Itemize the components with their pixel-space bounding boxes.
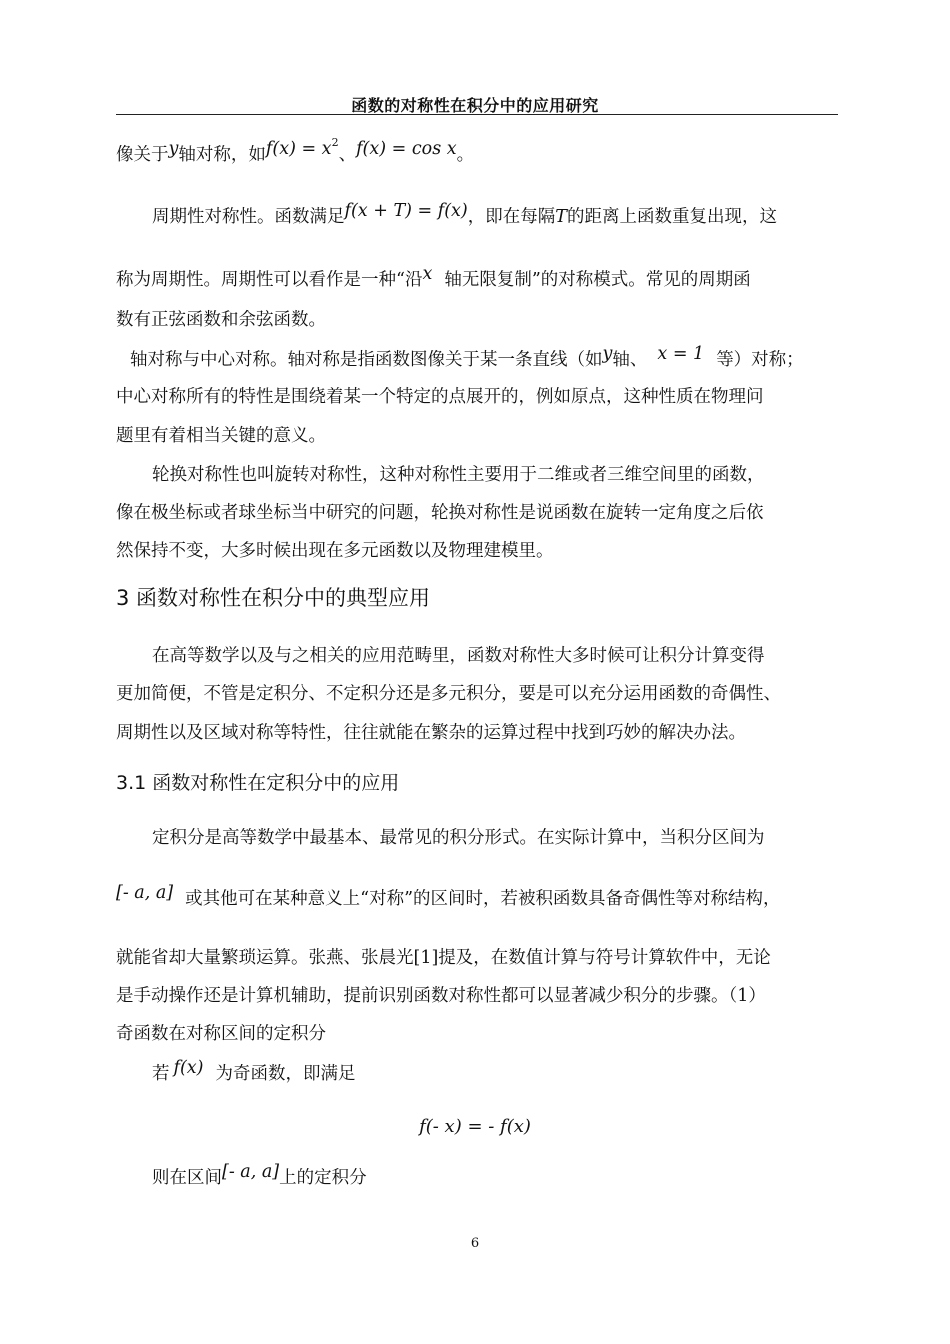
text-line: 是手动操作还是计算机辅助，提前识别函数对称性都可以显著减少积分的步骤。（1）	[116, 986, 766, 1006]
text-line: 周期性以及区域对称等特性，往往就能在繁杂的运算过程中找到巧妙的解决办法。	[116, 723, 746, 743]
text-line: 更加简便，不管是定积分、不定积分还是多元积分，要是可以充分运用函数的奇偶性、	[116, 684, 781, 704]
display-equation	[0, 1116, 950, 1137]
text-run: 或其他可在某种意义上“对称”的区间时，若被积函数具备奇偶性等对称结构，	[185, 889, 781, 909]
page-header-title: 函数的对称性在积分中的应用研究	[351, 96, 599, 115]
section-heading: 3 函数对称性在积分中的典型应用	[116, 586, 431, 610]
text-line: 题里有着相当关键的意义。	[116, 426, 326, 446]
text-line: 定积分是高等数学中最基本、最常见的积分形式。在实际计算中，当积分区间为	[152, 828, 765, 848]
math-expr: x = 1	[657, 344, 705, 364]
text-run: 、	[338, 145, 357, 165]
math-interval: [- a, a]	[222, 1162, 280, 1182]
text-run: 上的定积分	[279, 1168, 367, 1188]
math-expr	[265, 136, 339, 159]
text-line: 中心对称所有的特性是围绕着某一个特定的点展开的，例如原点，这种性质在物理问	[116, 387, 764, 407]
text-line	[116, 885, 781, 910]
subsection-heading: 3.1 函数对称性在定积分中的应用	[116, 772, 400, 794]
math-text: f(x) = x	[265, 139, 332, 159]
text-run: 称为周期性。周期性可以看作是一种“沿	[116, 270, 423, 290]
equation-text: f(- x) = - f(x)	[419, 1116, 531, 1137]
text-run: 为奇函数，即满足	[215, 1064, 356, 1084]
text-run: 。	[456, 145, 475, 165]
text-line	[130, 346, 804, 371]
math-expr: f(x)	[173, 1058, 204, 1078]
text-line: 就能省却大量繁琐运算。张燕、张晨光[1]提及，在数值计算与符号计算软件中，无论	[116, 948, 771, 968]
text-line	[152, 1164, 367, 1189]
math-var: y	[602, 344, 613, 364]
math-expr: f(x + T) = f(x)	[344, 201, 468, 221]
text-run: 像关于	[116, 145, 169, 165]
text-line: 奇函数在对称区间的定积分	[116, 1024, 326, 1044]
math-expr: f(x) = cos x	[356, 139, 457, 159]
text-line: 在高等数学以及与之相关的应用范畴里，函数对称性大多时候可让积分计算变得	[152, 646, 765, 666]
text-line: 数有正弦函数和余弦函数。	[116, 310, 326, 330]
math-superscript: 2	[331, 136, 339, 149]
text-run: 周期性对称性。函数满足	[152, 207, 345, 227]
text-line: 然保持不变，大多时候出现在多元函数以及物理建模里。	[116, 541, 554, 561]
text-run: 轴对称，如	[178, 145, 266, 165]
text-run: 等）对称；	[716, 350, 804, 370]
text-run: 轴对称与中心对称。轴对称是指函数图像关于某一条直线（如	[130, 350, 603, 370]
text-line	[152, 203, 777, 228]
text-run: ，即在每隔	[467, 207, 556, 227]
text-run: 轴、	[612, 350, 648, 370]
text-line: 轮换对称性也叫旋转对称性，这种对称性主要用于二维或者三维空间里的函数，	[152, 465, 765, 485]
text-line	[116, 136, 475, 166]
text-line: 像在极坐标或者球坐标当中研究的问题，轮换对称性是说函数在旋转一定角度之后依	[116, 503, 764, 523]
text-run: 的距离上函数重复出现，这	[566, 207, 777, 227]
text-line	[152, 1060, 356, 1085]
text-run: 若	[152, 1064, 170, 1084]
math-var: T	[555, 207, 567, 227]
text-run: 轴无限复制”的对称模式。常见的周期函	[444, 270, 751, 290]
math-var: y	[168, 139, 179, 159]
math-interval: [- a, a]	[116, 883, 174, 903]
header-rule	[116, 114, 838, 115]
page-number: 6	[470, 1236, 480, 1251]
math-var: x	[422, 264, 433, 284]
text-line	[116, 266, 751, 291]
text-run: 则在区间	[152, 1168, 222, 1188]
